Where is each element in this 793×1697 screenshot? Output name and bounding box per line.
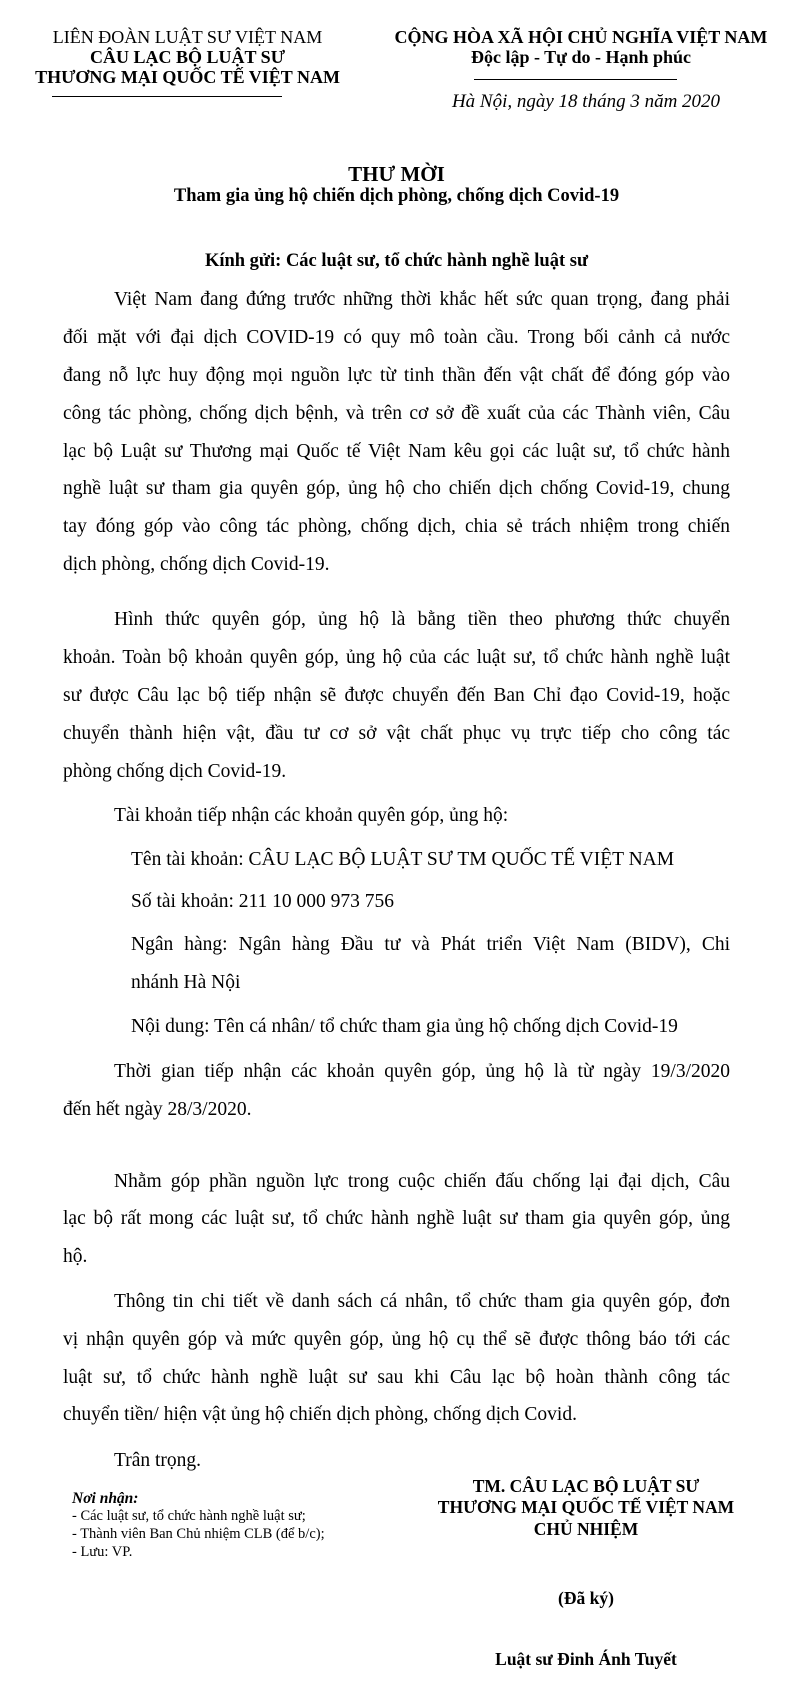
motto: Độc lập - Tự do - Hạnh phúc: [470, 47, 692, 67]
signer-org-line2: THƯƠNG MẠI QUỐC TẾ VIỆT NAM: [437, 1497, 735, 1517]
text-line: Thời gian tiếp nhận các khoản quyên góp, ủng hộ là từ ngày 19/3/2020: [114, 1061, 730, 1082]
text-line: dịch phòng, chống dịch Covid-19.: [63, 554, 330, 575]
text-line: đến hết ngày 28/3/2020.: [63, 1099, 252, 1120]
account-number: Số tài khoản: 211 10 000 973 756: [131, 891, 395, 912]
greeting: Kính gửi: Các luật sư, tổ chức hành nghề luật sư: [204, 251, 589, 271]
motto-underline: [474, 79, 677, 80]
text-line: đang nỗ lực huy động mọi nguồn lực từ tinh thần đến vật chất để đóng góp vào: [63, 365, 730, 386]
document-title: THƯ MỜI: [348, 162, 445, 186]
recipient-item: - Các luật sư, tổ chức hành nghề luật sư;: [72, 1508, 306, 1524]
text-line: nghề luật sư tham gia quyên góp, ủng hộ cho chiến dịch chống Covid-19, chung: [63, 478, 730, 499]
text-line: luật sư, tổ chức hành nghề luật sư sau khi Câu lạc bộ hoàn thành công tác: [63, 1367, 730, 1388]
recipient-item: - Thành viên Ban Chủ nhiệm CLB (để b/c);: [72, 1526, 325, 1542]
text-line: Nhằm góp phần nguồn lực trong cuộc chiến đấu chống lại đại dịch, Câu: [114, 1171, 730, 1192]
text-line: khoản. Toàn bộ khoản quyên góp, ủng hộ của các luật sư, tổ chức hành nghề luật: [63, 647, 730, 668]
signer-name: Luật sư Đinh Ánh Tuyết: [495, 1649, 677, 1669]
text-line: lạc bộ rất mong các luật sư, tổ chức hành nghề luật sư tham gia quyên góp, ủng: [63, 1208, 730, 1229]
recipient-item: - Lưu: VP.: [72, 1544, 133, 1560]
club-name-line1: CÂU LẠC BỘ LUẬT SƯ: [89, 47, 286, 67]
text-line: Việt Nam đang đứng trước những thời khắc hết sức quan trọng, đang phải: [114, 289, 730, 310]
text-line: hộ.: [63, 1246, 88, 1267]
text-line: chuyển tiền/ hiện vật ủng hộ chiến dịch phòng, chống dịch Covid.: [63, 1404, 577, 1425]
text-line: Hình thức quyên góp, ủng hộ là bằng tiền theo phương thức chuyển: [114, 609, 730, 630]
text-line: tay đóng góp vào công tác phòng, chống dịch, chia sẻ trách nhiệm trong chiến: [63, 516, 730, 537]
club-name-line2: THƯƠNG MẠI QUỐC TẾ VIỆT NAM: [35, 67, 340, 87]
text-line: phòng chống dịch Covid-19.: [63, 761, 287, 782]
text-line: Thông tin chi tiết về danh sách cá nhân, tổ chức tham gia quyên góp, đơn: [114, 1291, 730, 1312]
account-name: Tên tài khoản: CÂU LẠC BỘ LUẬT SƯ TM QUỐC TẾ VIỆT NAM: [131, 849, 675, 870]
issuer-underline: [52, 96, 282, 97]
signer-org-line1: TM. CÂU LẠC BỘ LUẬT SƯ: [472, 1476, 700, 1496]
text-line: đối mặt với đại dịch COVID-19 có quy mô toàn cầu. Trong bối cảnh cả nước: [63, 327, 730, 348]
account-intro: Tài khoản tiếp nhận các khoản quyên góp, ủng hộ:: [114, 805, 509, 826]
text-line: chuyển thành hiện vật, đầu tư cơ sở vật chất phục vụ trực tiếp cho công tác: [63, 723, 730, 744]
bank-branch: nhánh Hà Nội: [131, 972, 241, 993]
signed-note: (Đã ký): [558, 1588, 614, 1608]
bank-name: Ngân hàng: Ngân hàng Đầu tư và Phát triển Việt Nam (BIDV), Chi: [131, 934, 730, 955]
federation-name: LIÊN ĐOÀN LUẬT SƯ VIỆT NAM: [52, 27, 323, 47]
text-line: lạc bộ Luật sư Thương mại Quốc tế Việt Nam kêu gọi các luật sư, tổ chức hành: [63, 441, 730, 462]
text-line: công tác phòng, chống dịch bệnh, và trên cơ sở đề xuất của các Thành viên, Câu: [63, 403, 730, 424]
transfer-content: Nội dung: Tên cá nhân/ tổ chức tham gia ủng hộ chống dịch Covid-19: [131, 1016, 678, 1037]
country-name: CỘNG HÒA XÃ HỘI CHỦ NGHĨA VIỆT NAM: [394, 27, 768, 47]
issue-date: Hà Nội, ngày 18 tháng 3 năm 2020: [451, 91, 721, 112]
text-line: sư được Câu lạc bộ tiếp nhận sẽ được chuyển đến Ban Chỉ đạo Covid-19, hoặc: [63, 685, 730, 706]
text-line: vị nhận quyên góp và mức quyên góp, ủng hộ cụ thể sẽ được thông báo tới các: [63, 1329, 730, 1350]
recipients-label: Nơi nhận:: [72, 1490, 139, 1507]
closing: Trân trọng.: [114, 1450, 202, 1471]
document-subtitle: Tham gia ủng hộ chiến dịch phòng, chống dịch Covid-19: [173, 186, 620, 206]
signer-title: CHỦ NHIỆM: [533, 1519, 639, 1539]
